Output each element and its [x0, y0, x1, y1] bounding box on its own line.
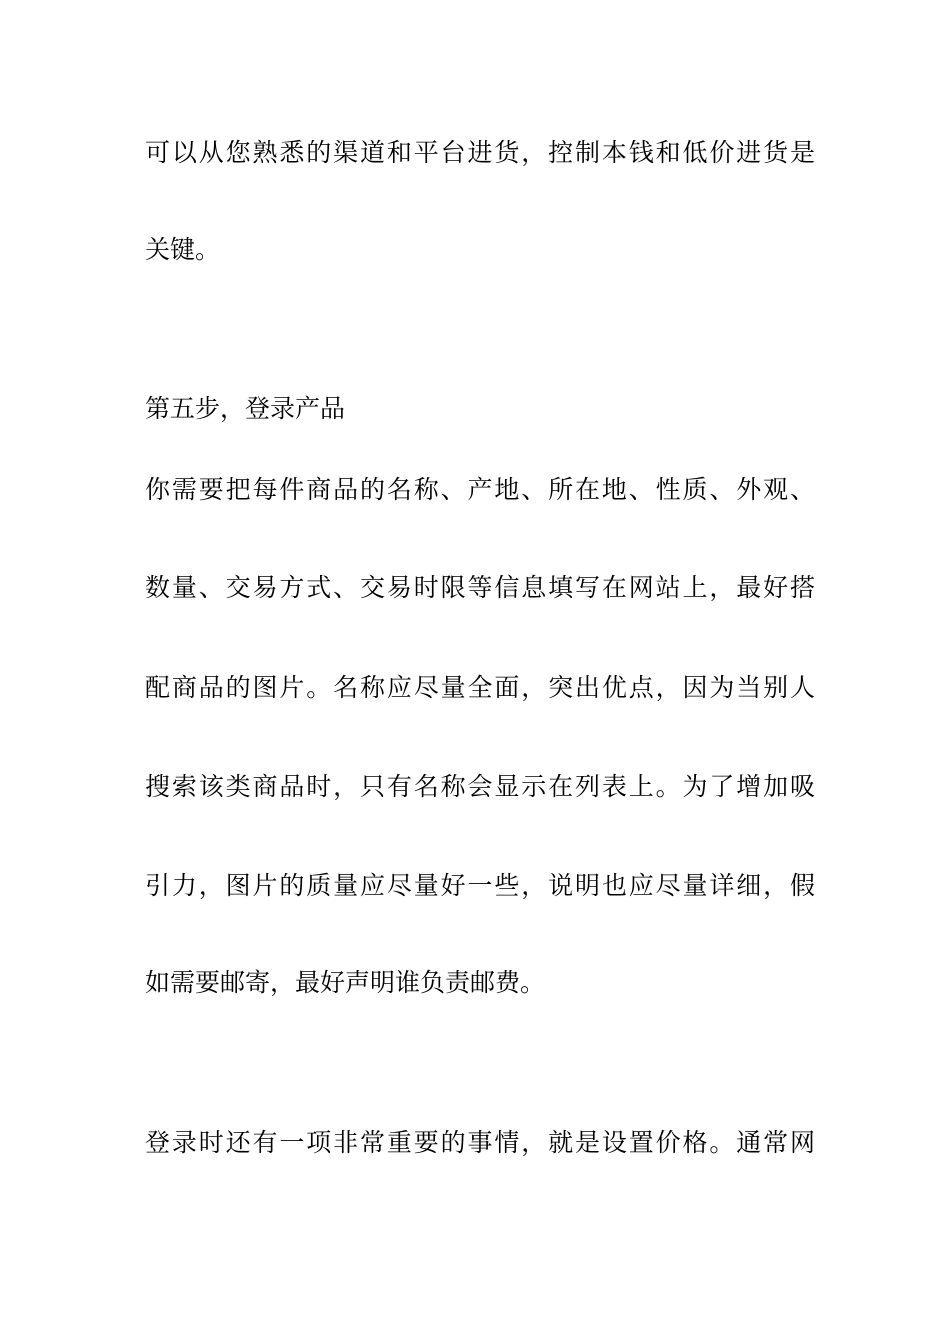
- paragraph-2-line-5: 引力，图片的质量应尽量好一些，说明也应尽量详细，假: [145, 871, 815, 900]
- paragraph-1-line-1: 可以从您熟悉的渠道和平台进货，控制本钱和低价进货是: [145, 138, 815, 167]
- paragraph-2-line-4: 搜索该类商品时，只有名称会显示在列表上。为了增加吸: [145, 772, 815, 801]
- section-heading: 第五步，登录产品: [145, 394, 346, 423]
- paragraph-3-line-1: 登录时还有一项非常重要的事情，就是设置价格。通常网: [145, 1128, 815, 1157]
- paragraph-1-line-2: 关键。: [145, 235, 221, 264]
- paragraph-2-line-3: 配商品的图片。名称应尽量全面，突出优点，因为当别人: [145, 673, 815, 702]
- paragraph-2-line-2: 数量、交易方式、交易时限等信息填写在网站上，最好搭: [145, 573, 815, 602]
- paragraph-2-line-6: 如需要邮寄，最好声明谁负责邮费。: [145, 968, 546, 997]
- paragraph-2-line-1: 你需要把每件商品的名称、产地、所在地、性质、外观、: [145, 475, 815, 504]
